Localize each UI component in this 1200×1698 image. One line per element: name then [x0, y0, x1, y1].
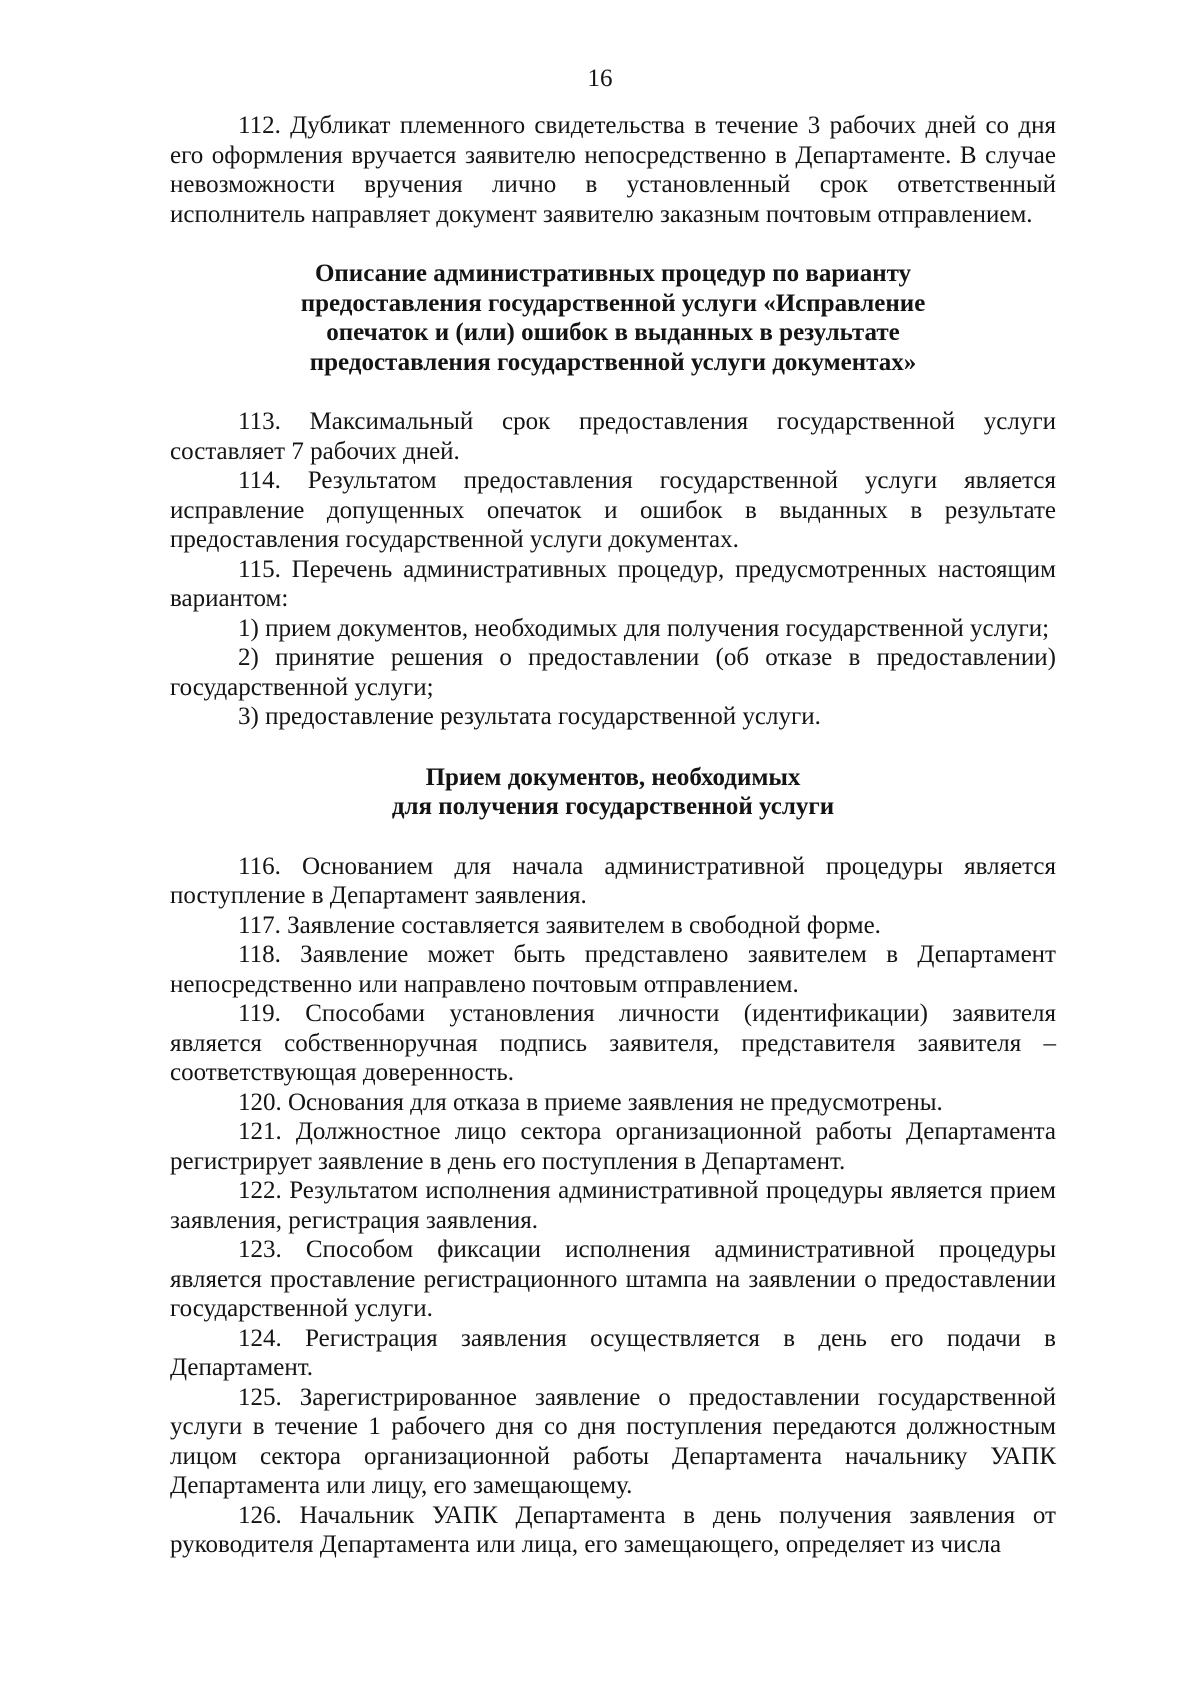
paragraph-115: 115. Перечень административных процедур, предусмотренных настоящим вариантом:: [170, 555, 1056, 612]
paragraph-116: 116. Основанием для начала административной процедуры является поступление в Департамент заявления.: [170, 852, 1056, 909]
paragraph-120: 120. Основания для отказа в приеме заявления не предусмотрены.: [238, 1088, 943, 1116]
page-number: 16: [587, 65, 613, 92]
paragraph-121: 121. Должностное лицо сектора организационной работы Департамента регистрирует заявление в день его поступления в Департамент.: [170, 1118, 1056, 1175]
paragraph-123: 123. Способом фиксации исполнения административной процедуры является проставление регистрационного штампа на заявлении о предоставлении государственной услуги.: [170, 1236, 1056, 1322]
section-heading-document-intake: [170, 763, 1056, 822]
paragraph-125: 125. Зарегистрированное заявление о предоставлении государственной услуги в течение 1 рабочего дня со дня поступления передаются должностным лицом сектора организационной работы Департамента начальнику УАПК Департамента или лицу, его замещающему.: [170, 1383, 1056, 1499]
paragraph-113: 113. Максимальный срок предоставления государственной услуги составляет 7 рабочих дней.: [170, 408, 1056, 465]
document-body: [170, 111, 1056, 1560]
heading-line: предоставления государственной услуги «Исправление: [300, 289, 926, 317]
paragraph-122: 122. Результатом исполнения административной процедуры является прием заявления, регистрация заявления.: [170, 1177, 1056, 1234]
paragraph-119: 119. Способами установления личности (идентификации) заявителя является собственноручная подпись заявителя, представителя заявителя – соответствующая доверенность.: [170, 1000, 1056, 1086]
list-item-2: 2) принятие решения о предоставлении (об отказе в предоставлении) государственной услуги;: [170, 644, 1056, 701]
heading-line: опечаток и (или) ошибок в выданных в результате: [326, 319, 900, 346]
heading-line: для получения государственной услуги: [391, 793, 835, 820]
paragraph-114: 114. Результатом предоставления государственной услуги является исправление допущенных опечаток и ошибок в выданных в результате предоставления государственной услуги документах.: [170, 467, 1056, 553]
list-item-1: 1) прием документов, необходимых для получения государственной услуги;: [238, 614, 1050, 642]
paragraph-118: 118. Заявление может быть представлено заявителем в Департамент непосредственно или направлено почтовым отправлением.: [170, 941, 1056, 998]
paragraph-112: 112. Дубликат племенного свидетельства в течение 3 рабочих дней со дня его оформления вручается заявителю непосредственно в Департаменте. В случае невозможности вручения лично в установленный срок ответственный исполнитель направляет документ заявителю заказным почтовым отправлением.: [170, 112, 1056, 228]
list-item-3: 3) предоставление результата государственной услуги.: [238, 703, 821, 730]
heading-line: Описание административных процедур по варианту: [314, 260, 912, 287]
section-heading-corrections: [170, 259, 1056, 377]
heading-line: предоставления государственной услуги документах»: [309, 348, 917, 376]
heading-line: Прием документов, необходимых: [425, 763, 801, 791]
paragraph-126: 126. Начальник УАПК Департамента в день получения заявления от руководителя Департамента или лица, его замещающего, определяет из числа: [170, 1501, 1056, 1558]
paragraph-117: 117. Заявление составляется заявителем в свободной форме.: [238, 911, 881, 939]
paragraph-124: 124. Регистрация заявления осуществляется в день его подачи в Департамент.: [170, 1324, 1056, 1381]
